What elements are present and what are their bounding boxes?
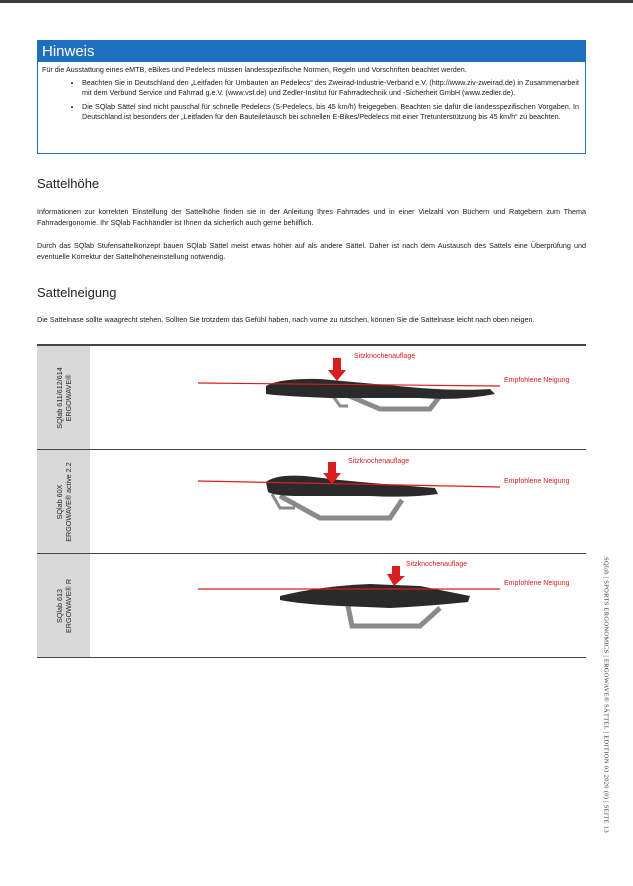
- model-label: [55, 462, 73, 542]
- sitzknochen-label: Sitzknochenauflage: [348, 458, 410, 465]
- sattelhoehe-paragraph-2: Durch das SQlab Stufensattelkonzept bauen SQlab Sättel meist etwas höher auf als andere Sättel. Daher ist nach dem Austausch des Sattels eine Überprüfung und eventuelle Korrektur der Sattelhöheneinstellung notwendig.: [37, 241, 586, 261]
- model-label: [55, 578, 73, 632]
- sattelhoehe-paragraph-1: Informationen zur korrekten Einstellung der Sattelhöhe finden sie in der Anleitung Ihres Fahrrades und in einer Vielzahl von Büchern und Ratgebern zum Thema Fahrradergonomie. Ihr SQlab Fachhändler ist Ihnen da sicherlich auch gerne behilflich.: [37, 207, 586, 227]
- neigung-label: Empfohlene Neigung: [504, 377, 570, 384]
- hinweis-box: [37, 40, 586, 154]
- hinweis-body: [38, 62, 585, 122]
- hinweis-title: Hinweis: [38, 41, 585, 62]
- heading-sattelneigung: Sattelneigung: [37, 285, 117, 300]
- model-label: [55, 367, 73, 428]
- table-row: [37, 346, 586, 450]
- model-label-cell: [37, 554, 90, 657]
- saddle-611-illustration: [90, 346, 586, 449]
- hinweis-list: [42, 78, 579, 122]
- saddle-figure: [90, 554, 586, 657]
- sitzknochen-label: Sitzknochenauflage: [406, 561, 468, 568]
- model-name: SQlab 611/612/614: [54, 366, 64, 429]
- sitzknochen-label: Sitzknochenauflage: [354, 353, 416, 360]
- saddle-60x-illustration: [90, 450, 586, 553]
- table-row: [37, 450, 586, 554]
- neigung-label: Empfohlene Neigung: [504, 580, 570, 587]
- saddle-figure: [90, 346, 586, 449]
- model-label-cell: [37, 450, 90, 553]
- hinweis-bullet: • Beachten Sie in Deutschland den „Leitfaden für Umbauten an Pedelecs“ des Zweirad-Industrie-Verband e.V. (http://www.ziv-zweirad.de) in Zusammenarbeit mit dem Verbund Service und Fahrrad g.e.V. (www.vsf.de) und Zedler-Institut für Fahrradtechnik und -Sicherheit GmbH (www.zedler.de).: [82, 78, 579, 98]
- side-footer-text: SQlab | SPORTS ERGONOMICS | ERGOWAVE® SÄTTEL | EDITION 03 2020 (0) | SEITE 13: [602, 557, 610, 833]
- table-row: [37, 554, 586, 658]
- heading-sattelhoehe: Sattelhöhe: [37, 176, 100, 191]
- model-name: SQlab 60X: [54, 484, 64, 519]
- model-series: ERGOWAVE® R: [63, 578, 73, 633]
- neigung-label: Empfohlene Neigung: [504, 478, 570, 485]
- saddle-613-illustration: [90, 554, 586, 657]
- model-series: ERGOWAVE®: [63, 374, 73, 421]
- model-name: SQlab 613: [54, 588, 64, 623]
- sattelneigung-paragraph: Die Sattelnase sollte waagrecht stehen. Sollten Sie trotzdem das Gefühl haben, nach vorne zu rutschen, können Sie die Sattelnase leicht nach oben neigen.: [37, 315, 535, 324]
- model-series: ERGOWAVE® active 2.2: [63, 461, 73, 542]
- model-label-cell: [37, 346, 90, 449]
- saddle-table: [37, 344, 586, 659]
- side-footer: [600, 545, 612, 845]
- saddle-figure: [90, 450, 586, 553]
- hinweis-intro: Für die Ausstattung eines eMTB, eBikes und Pedelecs müssen landesspezifische Normen, Regeln und Vorschriften beachtet werden.: [42, 65, 467, 74]
- hinweis-bullet: • Die SQlab Sättel sind nicht pauschal für schnelle Pedelecs (S-Pedelecs, bis 45 km/h) freigegeben. Beachten sie dafür die landesspezifischen Vorgaben. In Deutschland ist besonders der „Leitfaden für den Bauteiletausch bei schnellen E-Bikes/Pedelecs mit einer Tretunterstützung bis 45 km/h“ zu beachten.: [82, 102, 579, 122]
- top-rule: [0, 0, 633, 3]
